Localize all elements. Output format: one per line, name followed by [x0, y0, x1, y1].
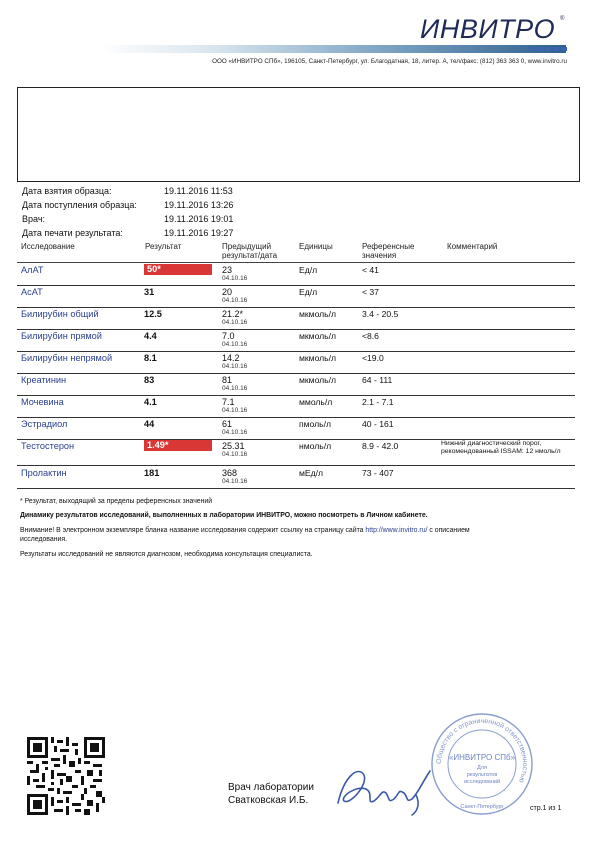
test-name-link[interactable]: Билирубин общий — [21, 309, 99, 319]
units: нмоль/л — [299, 441, 332, 451]
previous-value: 7.1 — [222, 397, 235, 407]
previous-value: 14.2 — [222, 353, 240, 363]
table-row — [17, 263, 575, 286]
header-previous-line1: Предыдущий — [222, 242, 272, 251]
test-name-link[interactable]: Билирубин прямой — [21, 331, 102, 341]
table-row — [17, 373, 575, 396]
result-value: 83 — [144, 375, 155, 385]
table-row — [17, 285, 575, 308]
table-row — [17, 439, 575, 466]
stamp-sub-3: исследований — [463, 779, 501, 785]
table-row — [17, 417, 575, 440]
header-previous — [222, 242, 277, 260]
reference-range: 3.4 - 20.5 — [362, 309, 399, 319]
units: мкмоль/л — [299, 375, 337, 385]
previous-date: 04.10.16 — [222, 407, 248, 414]
units: Ед/л — [299, 265, 318, 275]
patient-info-box — [17, 87, 580, 182]
invitro-site-link[interactable]: http://www.invitro.ru/ — [365, 527, 428, 534]
stamp-city: Санкт-Петербург — [460, 804, 504, 810]
test-name-link[interactable]: Эстрадиол — [21, 419, 68, 429]
previous-value: 368 — [222, 468, 238, 478]
previous-value: 7.0 — [222, 331, 235, 341]
test-name-link[interactable]: Тестостерон — [21, 441, 75, 451]
meta-label: Дата поступления образца: — [22, 200, 137, 210]
units: пмоль/л — [299, 419, 332, 429]
footnote: * Результат, выходящий за пределы референсных значений — [20, 498, 213, 505]
result-value: 4.4 — [144, 331, 157, 341]
stamp-ring-text: Общество с ограниченной ответственностью — [435, 717, 529, 784]
header-reference-line2: значения — [362, 251, 397, 260]
previous-date: 04.10.16 — [222, 341, 248, 348]
result-value-flagged: 50* — [144, 264, 212, 275]
meta-label: Врач: — [22, 214, 46, 224]
previous-value: 21.2* — [222, 309, 244, 319]
header-reference-line1: Референсные — [362, 242, 415, 251]
signature-name: Сватковская И.Б. — [228, 795, 309, 806]
previous-value: 81 — [222, 375, 233, 385]
result-value-flagged: 1.49* — [144, 440, 212, 451]
units: мкмоль/л — [299, 353, 337, 363]
previous-date: 04.10.16 — [222, 363, 248, 370]
header-comment: Комментарий — [447, 242, 498, 251]
table-row — [17, 466, 575, 489]
test-name-link[interactable]: Билирубин непрямой — [21, 353, 113, 363]
meta-value: 19.11.2016 19:27 — [164, 228, 234, 238]
warning-note-cont: исследования. — [20, 536, 68, 543]
registered-mark: ® — [560, 16, 565, 22]
table-row — [17, 351, 575, 374]
reference-range: 8.9 - 42.0 — [362, 441, 399, 451]
official-stamp — [430, 712, 534, 816]
test-name-link[interactable]: Пролактин — [21, 468, 67, 478]
header-units: Единицы — [299, 242, 333, 251]
table-row — [17, 307, 575, 330]
warning-note — [20, 526, 470, 535]
header-test: Исследование — [21, 242, 75, 251]
units: ммоль/л — [299, 397, 333, 407]
qr-code-icon — [27, 737, 105, 815]
stamp-center: «ИНВИТРО СПб» — [448, 753, 516, 762]
previous-value: 20 — [222, 287, 233, 297]
invitro-logo: ИНВИТРО — [420, 14, 556, 44]
meta-label: Дата взятия образца: — [22, 186, 112, 196]
previous-date: 04.10.16 — [222, 429, 248, 436]
units: мкмоль/л — [299, 331, 337, 341]
stamp-sub-1: Для — [477, 765, 487, 771]
company-address: ООО «ИНВИТРО СПб», 196105, Санкт-Петербург, ул. Благодатная, 18, литер. А, тел/факс: (812) 363 363 0, www.invitro.ru — [212, 58, 567, 65]
reference-range: < 41 — [362, 265, 379, 275]
previous-date: 04.10.16 — [222, 275, 248, 282]
meta-label: Дата печати результата: — [22, 228, 123, 238]
result-value: 44 — [144, 419, 155, 429]
header-previous-line2: результат/дата — [222, 251, 278, 260]
header-result: Результат — [145, 242, 182, 251]
warning-text-end: с описанием — [427, 527, 470, 534]
dynamics-note: Динамику результатов исследований, выполненных в лаборатории ИНВИТРО, можно посмотреть в Личном кабинете. — [20, 512, 428, 519]
reference-range: 40 - 161 — [362, 419, 394, 429]
warning-text: Внимание! В электронном экземпляре бланка название исследования содержит ссылку на страницу сайта — [20, 527, 366, 534]
reference-range: 73 - 407 — [362, 468, 394, 478]
table-row — [17, 395, 575, 418]
header-reference — [362, 242, 414, 260]
result-value: 12.5 — [144, 309, 162, 319]
reference-range: <19.0 — [362, 353, 384, 363]
reference-range: <8.6 — [362, 331, 379, 341]
test-name-link[interactable]: АсАТ — [21, 287, 43, 297]
table-row — [17, 329, 575, 352]
previous-date: 04.10.16 — [222, 451, 248, 458]
header-gradient-band — [98, 45, 566, 53]
stamp-sub-2: результатов — [466, 772, 498, 778]
units: мкмоль/л — [299, 309, 337, 319]
page-number: стр.1 из 1 — [530, 805, 562, 812]
handwritten-signature — [330, 755, 440, 820]
previous-date: 04.10.16 — [222, 319, 248, 326]
test-name-link[interactable]: АлАТ — [21, 265, 44, 275]
result-value: 8.1 — [144, 353, 157, 363]
result-value: 181 — [144, 468, 160, 478]
previous-value: 23 — [222, 265, 233, 275]
reference-range: < 37 — [362, 287, 379, 297]
disclaimer: Результаты исследований не являются диагнозом, необходима консультация специалиста. — [20, 551, 313, 558]
units: мЕд/л — [299, 468, 324, 478]
meta-value: 19.11.2016 11:53 — [164, 186, 233, 196]
test-name-link[interactable]: Мочевина — [21, 397, 64, 407]
logo-dots-icon — [529, 47, 567, 51]
units: Ед/л — [299, 287, 318, 297]
previous-value: 61 — [222, 419, 233, 429]
previous-date: 04.10.16 — [222, 297, 248, 304]
previous-value: 25.31 — [222, 441, 245, 451]
reference-range: 2.1 - 7.1 — [362, 397, 394, 407]
previous-date: 04.10.16 — [222, 478, 248, 485]
reference-range: 64 - 111 — [362, 375, 393, 385]
result-value: 31 — [144, 287, 155, 297]
comment: Нижний диагностический порог, рекомендованный ISSAM: 12 нмоль/л — [441, 440, 561, 455]
result-value: 4.1 — [144, 397, 157, 407]
test-name-link[interactable]: Креатинин — [21, 375, 67, 385]
meta-value: 19.11.2016 19:01 — [164, 214, 234, 224]
meta-value: 19.11.2016 13:26 — [164, 200, 234, 210]
previous-date: 04.10.16 — [222, 385, 248, 392]
signature-label: Врач лаборатории — [228, 782, 314, 793]
